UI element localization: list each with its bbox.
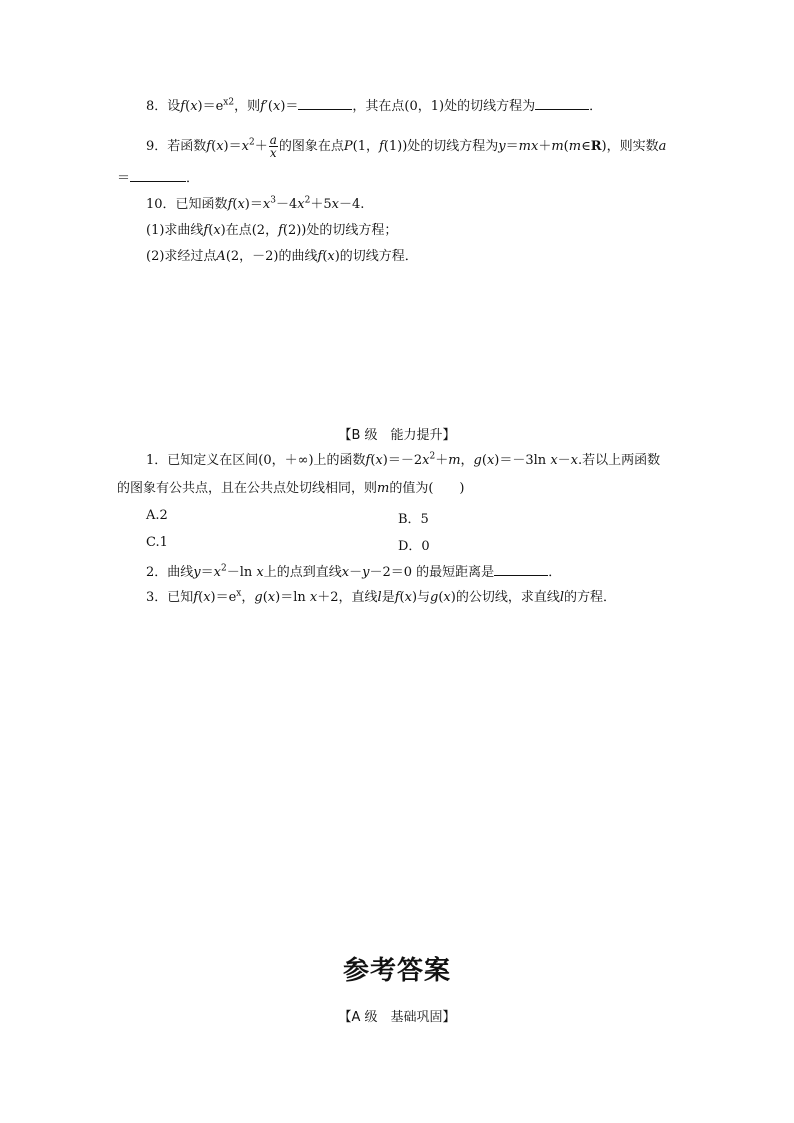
option-b: B．5 xyxy=(398,512,429,527)
question-b1-line-2: 的图象有公共点，且在公共点处切线相同，则m的值为( ) xyxy=(117,481,465,496)
question-9: 9．若函数$f(x)=x^2+$ $\frac{a}{x}$ 的图象在点P(1，f(1))处的切线方程为y＝mx＋m(m∈R)，则实数a xyxy=(146,133,667,160)
question-b2: 2．曲线$y=x^2-\ln$ x上的点到直线x－y－2＝0 的最短距离是 ． xyxy=(146,563,562,580)
fraction-a-over-x: $\frac{a}{x}$ xyxy=(269,133,277,160)
question-b1: 1．已知定义在区间(0，＋∞)上的函数$f(x)=-2x^2+m$，g(x)＝－3ln x－x.若以上两函数 xyxy=(146,451,661,468)
question-9-line-2: ＝ ． xyxy=(117,168,199,188)
question-10-part-1: (1)求曲线f(x)在点(2，f(2))处的切线方程； xyxy=(146,223,398,238)
answer-blank xyxy=(494,562,548,576)
section-b-heading: 【B 级 能力提升】 xyxy=(338,428,456,443)
question-8: 8．设$f(x)=e^{x2}$，则f′(x)＝ ，其在点(0，1)处的切线方程为 ． xyxy=(146,97,603,114)
answer-blank xyxy=(535,96,589,110)
answer-blank xyxy=(130,168,186,182)
option-c: C.1 xyxy=(146,535,168,550)
answer-blank xyxy=(298,96,352,110)
question-10-part-2: (2)求经过点A(2，－2)的曲线f(x)的切线方程． xyxy=(146,249,418,264)
question-b3: 3．已知$f(x)=e^x$，g(x)＝ln x＋2，直线l是f(x)与g(x)的公切线，求直线l的方程． xyxy=(146,588,617,605)
option-a: A.2 xyxy=(146,508,168,523)
option-d: D．0 xyxy=(398,539,430,554)
question-10: 10．已知函数$f(x)=x^3-4x^2+5x-4$. xyxy=(146,195,365,212)
section-a-heading: 【A 级 基础巩固】 xyxy=(338,1010,456,1025)
answers-title: 参考答案 xyxy=(342,956,451,986)
